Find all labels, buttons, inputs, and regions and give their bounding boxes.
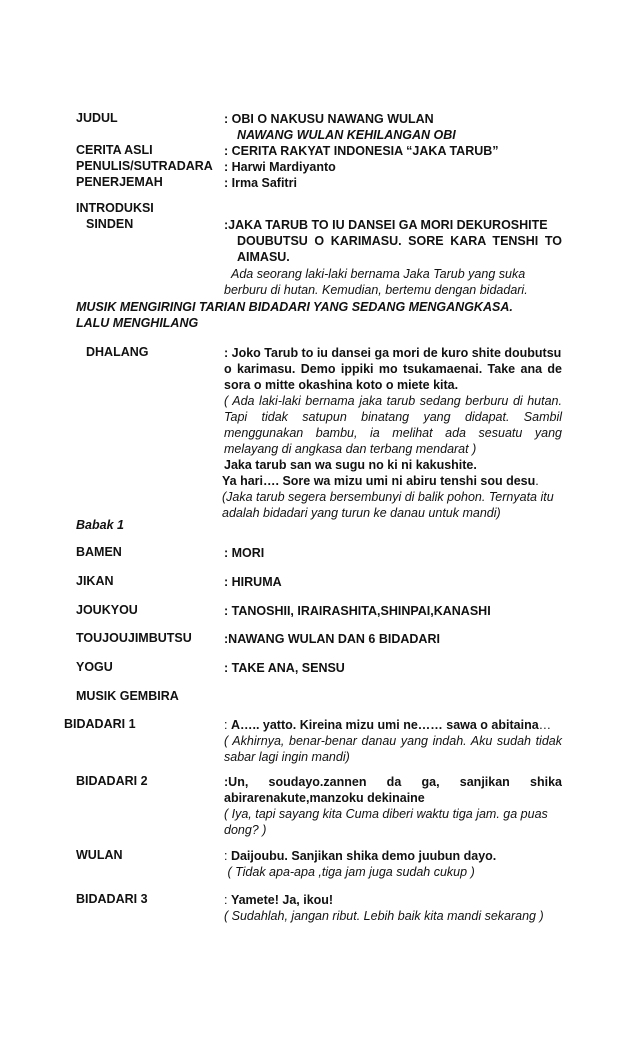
sinden-label: SINDEN	[86, 217, 134, 231]
sinden-translation-1: Ada seorang laki-laki bernama Jaka Tarub yang suka	[231, 267, 526, 281]
wulan-line-1	[224, 848, 562, 864]
sinden-dialogue	[224, 217, 562, 265]
sinden-translation	[224, 266, 562, 298]
wulan-dialogue	[224, 848, 562, 864]
bidadari-2-line-1: :Un, soudayo.zannen da ga, sanjikan shika	[224, 775, 562, 789]
dhalang-line-2: o karimasu. Demo ippiki mo tsukamaenai. Take ana de	[224, 362, 562, 376]
sinden-line-2: DOUBUTSU O KARIMASU. SORE KARA TENSHI TO	[237, 234, 562, 248]
yogu-label: YOGU	[76, 660, 113, 674]
yogu-value: : TAKE ANA, SENSU	[224, 661, 345, 675]
dhalang-line-4: Jaka tarub san wa sugu no ki ni kakushite.	[224, 458, 477, 472]
toujoujimbutsu-label: TOUJOUJIMBUTSU	[76, 631, 192, 645]
wulan-translation: ( Tidak apa-apa ,tiga jam juga sudah cukup )	[224, 865, 475, 879]
judul-value: : OBI O NAKUSU NAWANG WULAN	[224, 112, 434, 126]
babak-title: Babak 1	[76, 518, 124, 532]
dhalang-line-5	[222, 473, 562, 489]
penerjemah-label: PENERJEMAH	[76, 175, 163, 189]
bidadari-2-dialogue	[224, 774, 562, 806]
dhalang-line-5-end: .	[535, 474, 539, 488]
wulan-text: Daijoubu. Sanjikan shika demo juubun dayo.	[230, 849, 497, 863]
penerjemah-value: : Irma Safitri	[224, 176, 297, 190]
bidadari-1-colon: :	[224, 718, 231, 732]
dhalang-translation-line-4: melayang di angkasa dan terbang mendarat )	[224, 442, 477, 456]
wulan-colon: :	[224, 849, 231, 863]
wulan-label: WULAN	[76, 848, 123, 862]
penulis-label: PENULIS/SUTRADARA	[76, 159, 213, 173]
dhalang-translation-1	[224, 393, 562, 457]
joukyou-value: : TANOSHII, IRAIRASHITA,SHINPAI,KANASHI	[224, 604, 491, 618]
dhalang-dialogue-2	[224, 457, 562, 489]
bidadari-2-line-2: abirarenakute,manzoku dekinaine	[224, 791, 425, 805]
dhalang-translation-line-5: (Jaka tarub segera bersembunyi di balik pohon. Ternyata itu	[222, 490, 554, 504]
bidadari-1-translation	[224, 733, 562, 765]
sinden-line-3: AIMASU.	[237, 250, 290, 264]
sinden-translation-2: berburu di hutan. Kemudian, bertemu dengan bidadari.	[224, 283, 528, 297]
dhalang-label: DHALANG	[86, 345, 149, 359]
dhalang-line-3: sora o mitte okashina koto o miete kita.	[224, 378, 459, 392]
introduksi-title: INTRODUKSI	[76, 201, 154, 215]
bamen-value: : MORI	[224, 546, 265, 560]
musik-gembira: MUSIK GEMBIRA	[76, 689, 179, 703]
bidadari-1-translation-2: sabar lagi ingin mandi)	[224, 750, 350, 764]
bidadari-1-label: BIDADARI 1	[64, 717, 136, 731]
music-note-line-2: LALU MENGHILANG	[76, 316, 199, 330]
bidadari-1-text: A….. yatto. Kireina mizu umi ne…… sawa o abitaina	[230, 718, 539, 732]
bidadari-2-translation	[224, 806, 562, 838]
bidadari-3-dialogue	[224, 892, 562, 908]
bidadari-3-colon: :	[224, 893, 231, 907]
bidadari-2-translation-2: dong? )	[224, 823, 267, 837]
bamen-label: BAMEN	[76, 545, 122, 559]
penulis-value: : Harwi Mardiyanto	[224, 160, 336, 174]
bidadari-3-translation: ( Sudahlah, jangan ribut. Lebih baik kita mandi sekarang )	[224, 909, 544, 923]
bidadari-2-translation-1: ( Iya, tapi sayang kita Cuma diberi waktu tiga jam. ga puas	[224, 807, 548, 821]
bidadari-1-ellipsis: …	[538, 718, 552, 732]
bidadari-3-text: Yamete! Ja, ikou!	[230, 893, 334, 907]
dhalang-dialogue-1	[224, 345, 562, 393]
dhalang-line-1: : Joko Tarub to iu dansei ga mori de kuro shite doubutsu	[224, 346, 562, 360]
bidadari-3-line-1	[224, 892, 562, 908]
dhalang-translation-line-3: menggunakan bambu, ia melihat ada sesuatu yang	[224, 426, 562, 440]
dhalang-translation-line-6: adalah bidadari yang turun ke danau untuk mandi)	[222, 506, 501, 520]
judul-label: JUDUL	[76, 111, 118, 125]
dhalang-line-5-text: Ya hari…. Sore wa mizu umi ni abiru tenshi sou desu	[222, 474, 536, 488]
bidadari-1-line-1	[224, 717, 562, 733]
bidadari-3-label: BIDADARI 3	[76, 892, 148, 906]
sinden-line-1: :JAKA TARUB TO IU DANSEI GA MORI DEKUROSHITE	[224, 218, 548, 232]
music-note-line-1: MUSIK MENGIRINGI TARIAN BIDADARI YANG SEDANG MENGANGKASA.	[76, 300, 513, 314]
dhalang-translation-line-1: ( Ada laki-laki bernama jaka tarub sedang berburu di hutan.	[224, 394, 562, 408]
jikan-value: : HIRUMA	[224, 575, 282, 589]
joukyou-label: JOUKYOU	[76, 603, 138, 617]
bidadari-1-dialogue	[224, 717, 562, 733]
bidadari-1-translation-1: ( Akhirnya, benar-benar danau yang indah. Aku sudah tidak	[224, 734, 562, 748]
dhalang-translation-line-2: Tapi tidak satupun binatang yang didapat. Sambil	[224, 410, 562, 424]
toujoujimbutsu-value: :NAWANG WULAN DAN 6 BIDADARI	[224, 632, 440, 646]
judul-subtitle: NAWANG WULAN KEHILANGAN OBI	[237, 128, 456, 142]
bidadari-2-label: BIDADARI 2	[76, 774, 148, 788]
cerita-asli-label: CERITA ASLI	[76, 143, 153, 157]
cerita-asli-value: : CERITA RAKYAT INDONESIA “JAKA TARUB”	[224, 144, 499, 158]
jikan-label: JIKAN	[76, 574, 114, 588]
dhalang-translation-2	[224, 489, 562, 521]
